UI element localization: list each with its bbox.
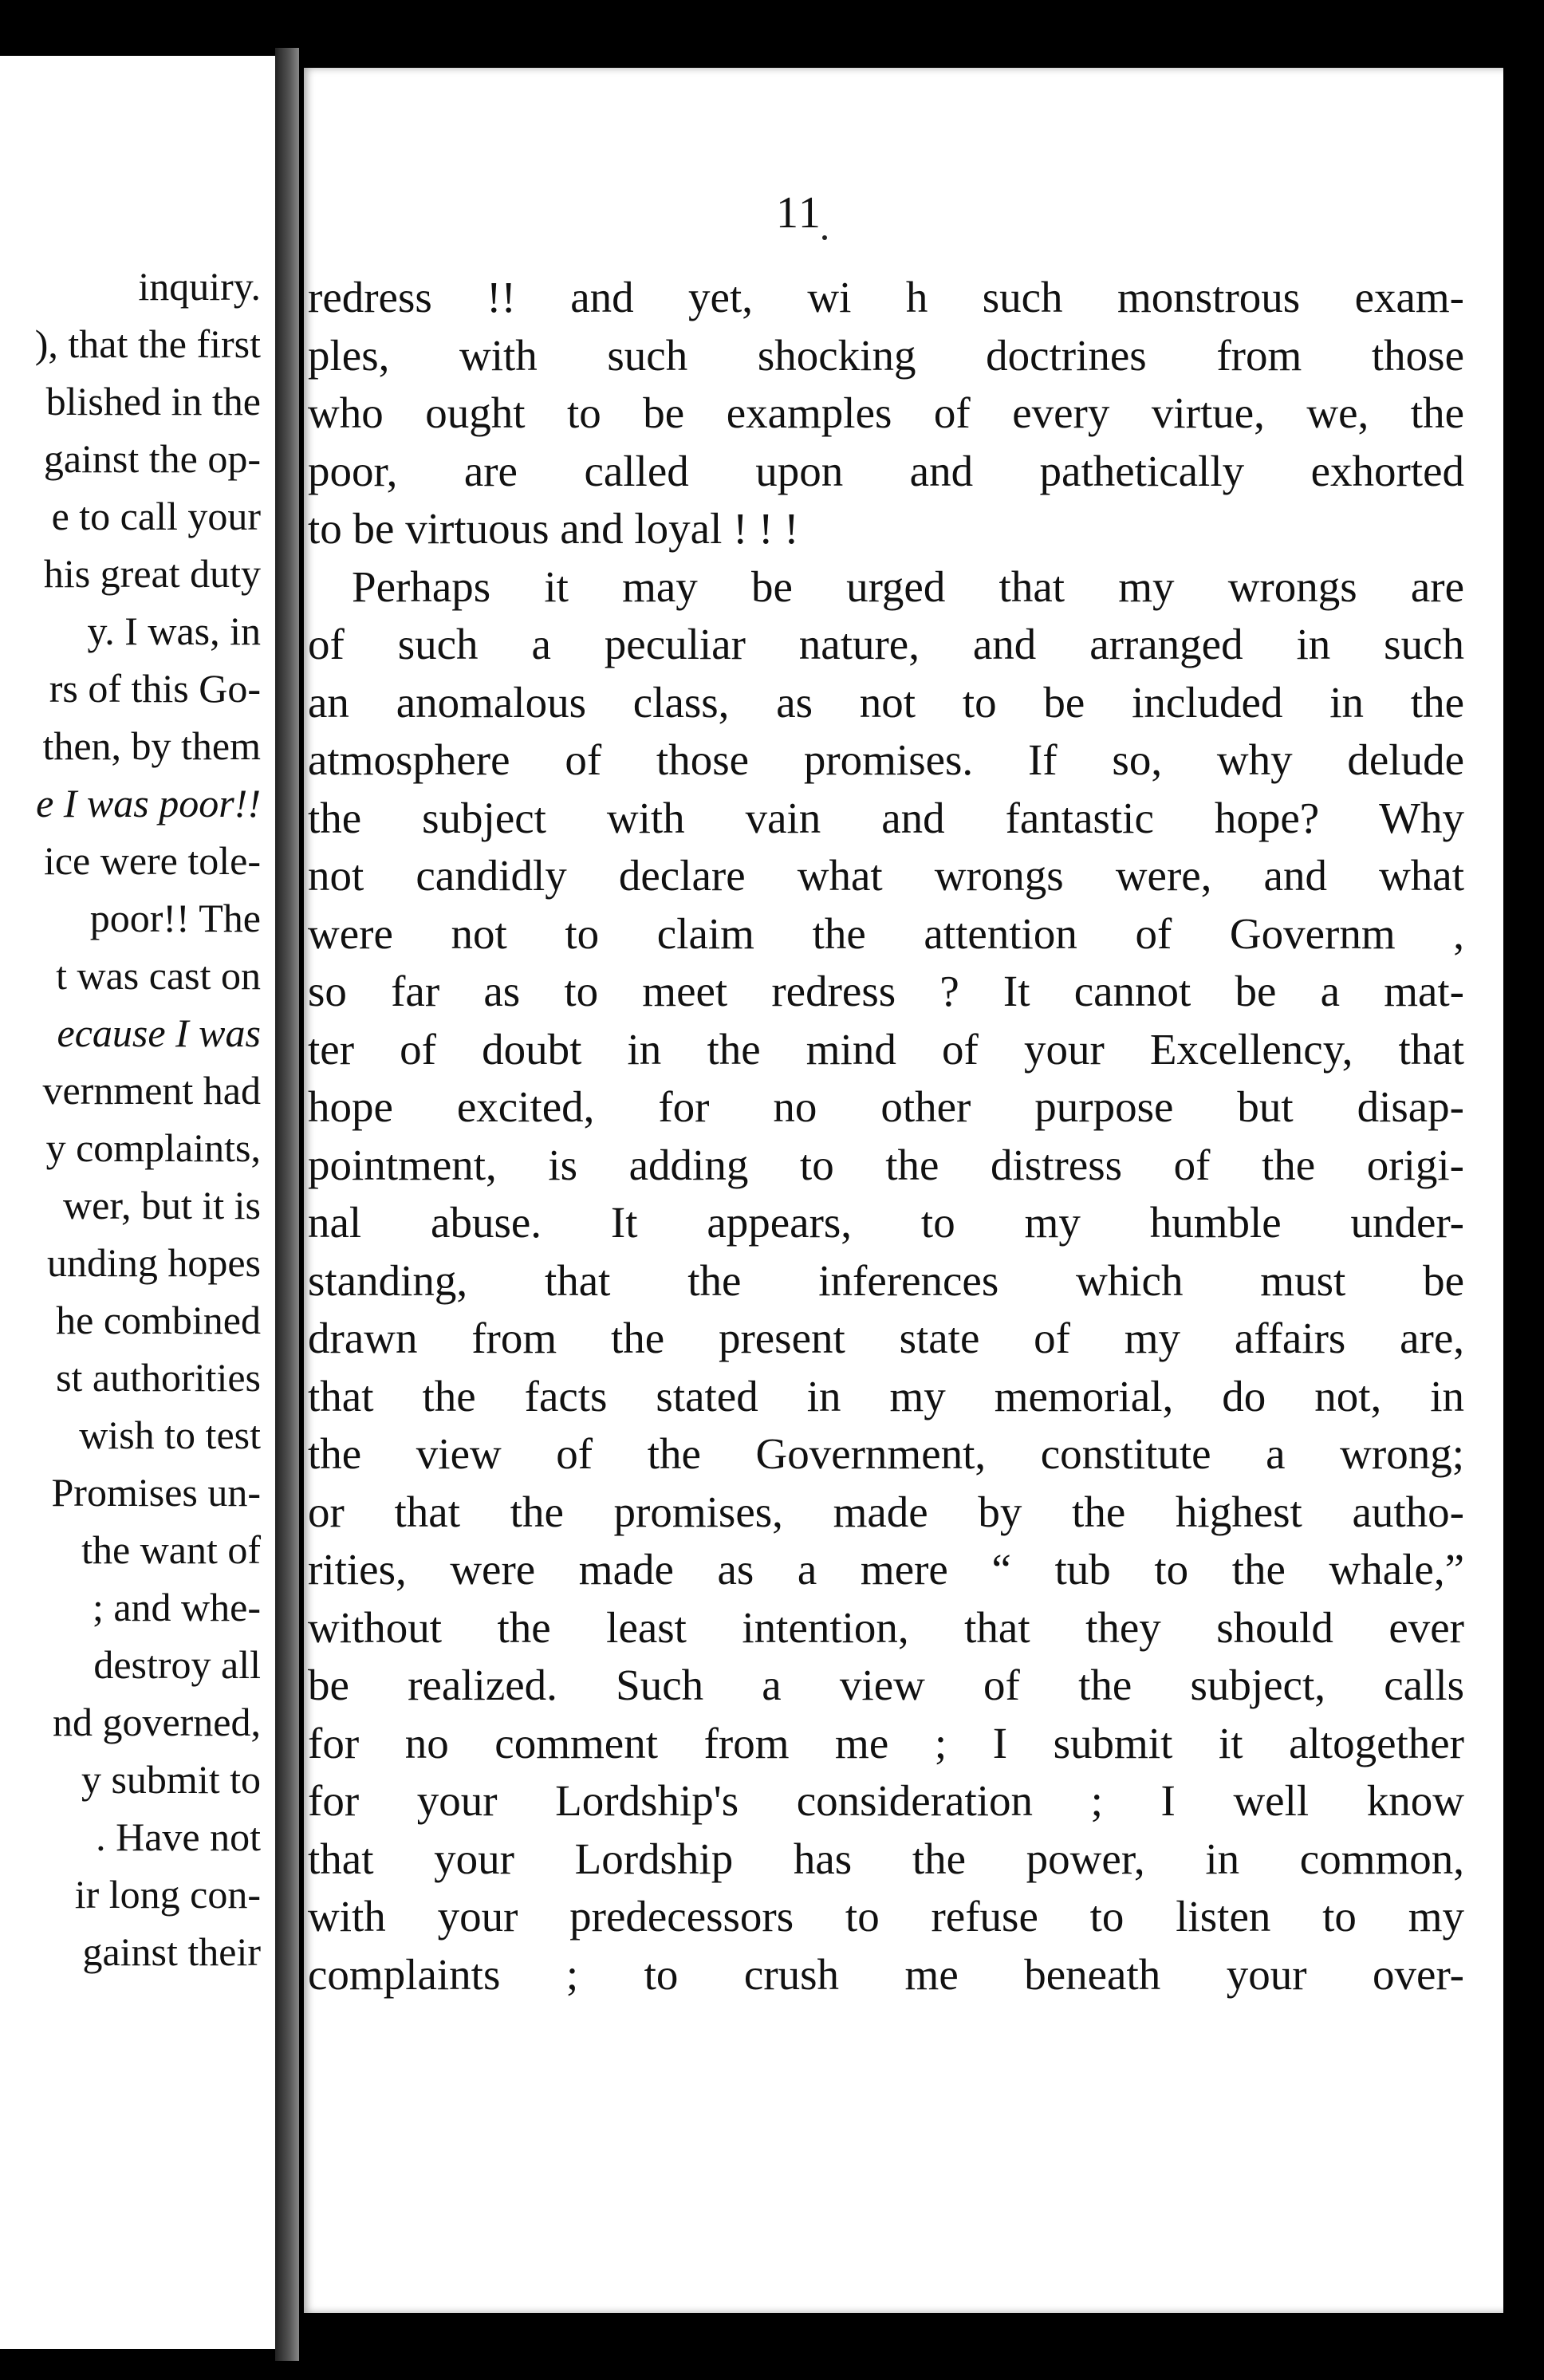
text-line: ples, with such shocking doctrines from those xyxy=(308,330,1464,380)
left-line: the want of xyxy=(81,1527,261,1572)
left-line: nd governed, xyxy=(52,1700,261,1744)
left-line: e I was poor!! xyxy=(36,781,261,826)
text-line: complaints ; to crush me beneath your over- xyxy=(308,1949,1464,1999)
left-line: unding hopes xyxy=(46,1240,261,1285)
text-line: that your Lordship has the power, in common, xyxy=(308,1834,1464,1883)
text-line: ter of doubt in the mind of your Excellency, that xyxy=(308,1024,1464,1074)
text-line: to be virtuous and loyal ! ! ! xyxy=(308,504,799,553)
left-line: then, by them xyxy=(42,723,261,768)
left-line: gainst the op- xyxy=(43,436,261,481)
text-line: be realized. Such a view of the subject, calls xyxy=(308,1661,1464,1709)
text-line: Perhaps it may be urged that my wrongs are xyxy=(352,562,1464,611)
left-line: y. I was, in xyxy=(87,609,261,653)
left-line: poor!! The xyxy=(89,896,261,940)
left-line: destroy all xyxy=(93,1642,261,1687)
left-line: e to call your xyxy=(51,494,261,538)
left-line: wish to test xyxy=(79,1413,261,1457)
book-gutter xyxy=(275,48,299,2361)
text-line: were not to claim the attention of Governm , xyxy=(308,908,1464,958)
left-line: Promises un- xyxy=(51,1470,261,1515)
right-page xyxy=(299,68,1508,2313)
text-line: nal abuse. It appears, to my humble under- xyxy=(308,1198,1464,1247)
left-line: ice were tole- xyxy=(43,838,261,883)
left-line: st authorities xyxy=(56,1355,261,1400)
text-line: with your predecessors to refuse to listen to my xyxy=(308,1892,1464,1941)
left-line: ecause I was xyxy=(57,1011,261,1055)
left-line: rs of this Go- xyxy=(49,666,261,711)
text-line: without the least intention, that they should ever xyxy=(308,1602,1464,1652)
text-line: redress !! and yet, wi h such monstrous exam- xyxy=(308,273,1464,321)
text-line: atmosphere of those promises. If so, why delude xyxy=(308,735,1464,784)
body-text xyxy=(304,269,1484,2004)
left-line: blished in the xyxy=(45,379,261,424)
text-line: pointment, is adding to the distress of the origi- xyxy=(308,1140,1464,1189)
text-line: for no comment from me ; I submit it altogether xyxy=(308,1718,1464,1767)
text-line: standing, that the inferences which must be xyxy=(308,1255,1464,1305)
text-line: for your Lordship's consideration ; I well know xyxy=(308,1776,1464,1825)
page-number: 11 xyxy=(776,188,822,238)
left-line: . Have not xyxy=(96,1815,261,1859)
left-line: ; and whe- xyxy=(92,1585,261,1629)
text-line: the view of the Government, constitute a wrong; xyxy=(308,1429,1464,1478)
text-line: not candidly declare what wrongs were, and what xyxy=(308,851,1464,900)
text-line: who ought to be examples of every virtue, we, the xyxy=(308,388,1464,437)
text-line: of such a peculiar nature, and arranged in such xyxy=(308,620,1464,668)
text-line: that the facts stated in my memorial, do not, in xyxy=(308,1371,1464,1421)
text-line: hope excited, for no other purpose but disap- xyxy=(308,1082,1464,1131)
left-line: his great duty xyxy=(43,551,261,596)
scan-border xyxy=(1503,56,1544,2353)
text-line: rities, were made as a mere “ tub to the whale,” xyxy=(308,1545,1464,1594)
scan-speck xyxy=(822,235,827,240)
left-line: he combined xyxy=(56,1298,261,1342)
left-page-fragment xyxy=(0,56,275,2349)
left-line: inquiry. xyxy=(138,264,261,309)
text-line: poor, are called upon and pathetically exhorted xyxy=(308,446,1464,495)
left-line: gainst their xyxy=(82,1929,261,1974)
left-line: ), that the first xyxy=(34,321,261,366)
left-line: vernment had xyxy=(42,1068,261,1113)
text-line: or that the promises, made by the highest autho- xyxy=(308,1487,1464,1536)
left-line: y complaints, xyxy=(45,1125,261,1170)
left-line: y submit to xyxy=(81,1757,261,1802)
left-line: t was cast on xyxy=(56,953,261,998)
left-line: wer, but it is xyxy=(63,1183,261,1227)
left-line: ir long con- xyxy=(74,1872,261,1917)
text-line: the subject with vain and fantastic hope? Why xyxy=(308,793,1464,842)
text-line: so far as to meet redress ? It cannot be a mat- xyxy=(308,967,1464,1015)
text-line: drawn from the present state of my affairs are, xyxy=(308,1314,1464,1362)
text-line: an anomalous class, as not to be included in the xyxy=(308,677,1464,727)
